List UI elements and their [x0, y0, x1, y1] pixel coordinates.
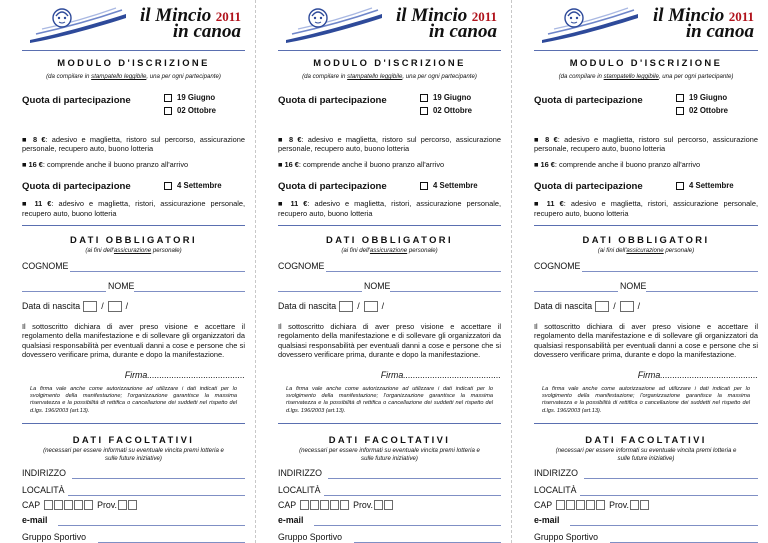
localita-label: LOCALITÀ	[278, 485, 321, 496]
cap-digit-box[interactable]	[310, 500, 319, 510]
checkbox[interactable]	[164, 107, 172, 115]
event-title-main: il Mincio	[652, 5, 725, 26]
indirizzo-field[interactable]	[22, 468, 245, 480]
localita-label: LOCALITÀ	[22, 485, 65, 496]
price-11: ■ 11 €: adesivo e maglietta, ristori, assicurazione personale, recupero auto, buono lotteria	[278, 199, 501, 218]
indirizzo-input[interactable]	[72, 478, 245, 479]
localita-label: LOCALITÀ	[534, 485, 577, 496]
date-separator: /	[357, 301, 360, 312]
indirizzo-label: INDIRIZZO	[278, 468, 322, 479]
divider	[278, 423, 501, 424]
price-16: ■ 16 €: comprende anche il buono pranzo all'arrivo	[278, 159, 445, 169]
gruppo-label: Gruppo Sportivo	[22, 532, 87, 543]
date-separator: /	[125, 301, 129, 312]
cap-digit-box[interactable]	[596, 500, 605, 510]
checkbox[interactable]	[676, 107, 684, 115]
divider	[22, 50, 245, 51]
date-separator: /	[101, 301, 104, 312]
localita-input[interactable]	[68, 495, 245, 496]
nome-input-left[interactable]	[534, 291, 618, 292]
email-label: e-mail	[534, 515, 560, 526]
cap-field[interactable]	[278, 499, 501, 511]
birthdate-day-box[interactable]	[83, 301, 97, 312]
birthdate-day-box[interactable]	[595, 301, 609, 312]
event-logo	[534, 0, 758, 46]
birthdate-month-box[interactable]	[108, 301, 122, 312]
nome-input[interactable]	[390, 291, 501, 292]
birthdate-label: Data di nascita	[534, 301, 593, 312]
checkbox[interactable]	[420, 182, 428, 190]
localita-input[interactable]	[580, 495, 758, 496]
facoltativi-title: DATI FACOLTATIVI	[328, 434, 451, 446]
price-11: ■ 11 €: adesivo e maglietta, ristori, assicurazione personale, recupero auto, buono lotteria	[534, 199, 758, 218]
declaration-text: Il sottoscritto dichiara di aver preso visione e accettare il regolamento della manifestazione e di sollevare gli organizzatori da qualsiasi responsabilità per eventuali danni a cose e persone che si dovessero verificare prima, durante e dopo la manifestazione.	[534, 322, 758, 360]
registration-form-card	[512, 0, 768, 543]
privacy-notice: La firma vale anche come autorizzazione ad utilizzare i dati indicati per lo svolgimento della manifestazione; l'organizzazione garantisce la massima riservatezza e la possibilità di rettifica o cancellazione dei suddetti nel rispetto del d.lgs. 196/2003 (art.13).	[286, 385, 493, 414]
email-input[interactable]	[58, 525, 245, 526]
registration-form-card	[256, 0, 512, 543]
event-title	[652, 5, 754, 42]
cap-label: CAP	[534, 500, 553, 511]
option-02-ottobre[interactable]: 02 Ottobre	[420, 106, 472, 115]
indirizzo-label: INDIRIZZO	[22, 468, 66, 479]
email-input[interactable]	[570, 525, 758, 526]
cap-digit-box[interactable]	[586, 500, 595, 510]
canoe-wave-logo-icon	[284, 4, 384, 44]
cap-digit-box[interactable]	[556, 500, 565, 510]
option-02-ottobre[interactable]: 02 Ottobre	[164, 106, 216, 115]
declaration-text: Il sottoscritto dichiara di aver preso visione e accettare il regolamento della manifestazione e di sollevare gli organizzatori da qualsiasi responsabilità per eventuali danni a cose e persone che si dovessero verificare prima, durante e dopo la manifestazione.	[278, 322, 501, 360]
cap-digit-box[interactable]	[576, 500, 585, 510]
gruppo-field[interactable]	[534, 532, 758, 543]
birthdate-field[interactable]	[534, 299, 758, 313]
divider	[22, 423, 245, 424]
quota-label: Quota di partecipazione	[534, 95, 643, 106]
divider	[278, 225, 501, 226]
form-subtitle: (da compilare in stampatello leggibile, una per ogni partecipante)	[46, 73, 221, 80]
quota-section-a	[22, 93, 245, 127]
signature-line[interactable]: Firma........................................	[380, 369, 501, 380]
quota-label: Quota di partecipazione	[278, 95, 387, 106]
divider	[534, 50, 758, 51]
birthdate-month-box[interactable]	[364, 301, 378, 312]
option-19-giugno[interactable]: 19 Giugno	[676, 93, 727, 102]
checkbox[interactable]	[420, 94, 428, 102]
price-8: ■ 8 €: adesivo e maglietta, ristoro sul percorso, assicurazione personale, recupero auto, buono lotteria	[534, 135, 758, 154]
price-8: ■ 8 €: adesivo e maglietta, ristoro sul percorso, assicurazione personale, recupero auto, buono lotteria	[22, 135, 245, 154]
cognome-input[interactable]	[70, 271, 245, 272]
option-19-giugno[interactable]: 19 Giugno	[420, 93, 471, 102]
date-separator: /	[381, 301, 385, 312]
checkbox[interactable]	[164, 182, 172, 190]
prov-box[interactable]	[118, 500, 127, 510]
signature-line[interactable]: Firma........................................	[124, 369, 245, 380]
quota-label: Quota di partecipazione	[278, 181, 387, 193]
obbligatori-title: DATI OBBLIGATORI	[326, 234, 453, 246]
divider	[278, 50, 501, 51]
price-16: ■ 16 €: comprende anche il buono pranzo all'arrivo	[534, 159, 701, 169]
cap-digit-box[interactable]	[44, 500, 53, 510]
nome-input-left[interactable]	[278, 291, 362, 292]
prov-label: Prov.	[609, 500, 629, 511]
email-input[interactable]	[314, 525, 501, 526]
indirizzo-label: INDIRIZZO	[534, 468, 578, 479]
nome-label: NOME	[364, 281, 391, 292]
nome-field[interactable]	[534, 281, 758, 293]
cap-digit-box[interactable]	[300, 500, 309, 510]
date-separator: /	[613, 301, 616, 312]
event-title-sub: in canoa	[685, 21, 754, 42]
option-4-settembre[interactable]: 4 Settembre	[420, 181, 478, 190]
nome-label: NOME	[108, 281, 135, 292]
prov-label: Prov.	[353, 500, 373, 511]
event-title-main: il Mincio	[139, 5, 212, 26]
cap-digit-box[interactable]	[566, 500, 575, 510]
quota-section-a	[534, 93, 758, 127]
nome-field[interactable]	[278, 281, 501, 293]
nome-label: NOME	[620, 281, 647, 292]
gruppo-label: Gruppo Sportivo	[278, 532, 343, 543]
nome-input[interactable]	[134, 291, 245, 292]
divider	[534, 423, 758, 424]
facoltativi-subtitle: (necessari per essere informati su eventuale vincita premi lotteria e sulle future iniziative)	[299, 447, 480, 463]
cognome-input[interactable]	[326, 271, 501, 272]
gruppo-field[interactable]	[278, 532, 501, 543]
cap-field[interactable]	[22, 499, 245, 511]
event-year: 2011	[471, 9, 497, 24]
indirizzo-input[interactable]	[328, 478, 501, 479]
cap-digit-box[interactable]	[340, 500, 349, 510]
form-subtitle: (da compilare in stampatello leggibile, una per ogni partecipante)	[302, 73, 477, 80]
obbligatori-subtitle: (ai fini dell'assicurazione personale)	[597, 247, 695, 255]
option-4-settembre[interactable]: 4 Settembre	[676, 181, 734, 190]
canoe-wave-logo-icon	[28, 4, 128, 44]
quota-label: Quota di partecipazione	[534, 181, 643, 193]
indirizzo-input[interactable]	[584, 478, 758, 479]
nome-field[interactable]	[22, 281, 245, 293]
birthdate-label: Data di nascita	[22, 301, 81, 312]
cap-digit-box[interactable]	[320, 500, 329, 510]
option-4-settembre[interactable]: 4 Settembre	[164, 181, 222, 190]
event-title-main: il Mincio	[395, 5, 468, 26]
form-title: MODULO D'ISCRIZIONE	[569, 57, 723, 68]
indirizzo-field[interactable]	[534, 468, 758, 480]
cognome-field[interactable]	[534, 261, 758, 273]
form-title: MODULO D'ISCRIZIONE	[313, 57, 466, 68]
quota-section-b	[22, 179, 245, 195]
email-field[interactable]	[278, 515, 501, 527]
quota-label: Quota di partecipazione	[22, 95, 131, 106]
facoltativi-subtitle: (necessari per essere informati su eventuale vincita premi lotteria e sulle future iniziative)	[43, 447, 224, 463]
cap-digit-box[interactable]	[330, 500, 339, 510]
event-logo	[278, 0, 501, 46]
form-title: MODULO D'ISCRIZIONE	[57, 57, 210, 68]
birthdate-field[interactable]	[22, 299, 245, 313]
facoltativi-subtitle: (necessari per essere informati su eventuale vincita premi lotteria e sulle future iniziative)	[555, 447, 737, 463]
birthdate-field[interactable]	[278, 299, 501, 313]
prov-box[interactable]	[128, 500, 137, 510]
option-02-ottobre[interactable]: 02 Ottobre	[676, 106, 728, 115]
obbligatori-subtitle: (ai fini dell'assicurazione personale)	[85, 247, 182, 255]
privacy-notice: La firma vale anche come autorizzazione ad utilizzare i dati indicati per lo svolgimento della manifestazione; l'organizzazione garantisce la massima riservatezza e la possibilità di rettifica o cancellazione dei suddetti nel rispetto del d.lgs. 196/2003 (art.13).	[30, 385, 237, 414]
price-16: ■ 16 €: comprende anche il buono pranzo all'arrivo	[22, 159, 189, 169]
cap-digit-box[interactable]	[84, 500, 93, 510]
privacy-notice: La firma vale anche come autorizzazione ad utilizzare i dati indicati per lo svolgimento della manifestazione; l'organizzazione garantisce la massima riservatezza e la possibilità di rettifica o cancellazione dei suddetti nel rispetto del d.lgs. 196/2003 (art.13).	[542, 385, 750, 414]
prov-box[interactable]	[374, 500, 383, 510]
email-field[interactable]	[534, 515, 758, 527]
birthdate-label: Data di nascita	[278, 301, 337, 312]
cognome-label: COGNOME	[278, 261, 325, 272]
cognome-label: COGNOME	[534, 261, 581, 272]
nome-input[interactable]	[646, 291, 758, 292]
cap-field[interactable]	[534, 499, 758, 511]
email-label: e-mail	[278, 515, 304, 526]
price-8: ■ 8 €: adesivo e maglietta, ristoro sul percorso, assicurazione personale, recupero auto, buono lotteria	[278, 135, 501, 154]
price-11: ■ 11 €: adesivo e maglietta, ristori, assicurazione personale, recupero auto, buono lotteria	[22, 199, 245, 218]
quota-label: Quota di partecipazione	[22, 181, 131, 193]
gruppo-label: Gruppo Sportivo	[534, 532, 599, 543]
localita-field[interactable]	[22, 485, 245, 497]
cognome-label: COGNOME	[22, 261, 69, 272]
registration-form-card	[0, 0, 256, 543]
cap-digit-box[interactable]	[54, 500, 63, 510]
cap-digit-box[interactable]	[74, 500, 83, 510]
cognome-field[interactable]	[22, 261, 245, 273]
prov-box[interactable]	[640, 500, 649, 510]
checkbox[interactable]	[676, 182, 684, 190]
event-title-sub: in canoa	[172, 21, 241, 42]
event-year: 2011	[728, 9, 754, 24]
nome-input-left[interactable]	[22, 291, 106, 292]
canoe-wave-logo-icon	[540, 4, 640, 44]
event-year: 2011	[215, 9, 241, 24]
cognome-field[interactable]	[278, 261, 501, 273]
checkbox[interactable]	[164, 94, 172, 102]
localita-field[interactable]	[278, 485, 501, 497]
option-19-giugno[interactable]: 19 Giugno	[164, 93, 215, 102]
checkbox[interactable]	[676, 94, 684, 102]
prov-box[interactable]	[384, 500, 393, 510]
date-separator: /	[637, 301, 641, 312]
divider	[22, 225, 245, 226]
obbligatori-title: DATI OBBLIGATORI	[70, 234, 197, 246]
localita-field[interactable]	[534, 485, 758, 497]
birthdate-month-box[interactable]	[620, 301, 634, 312]
prov-box[interactable]	[630, 500, 639, 510]
gruppo-field[interactable]	[22, 532, 245, 543]
email-label: e-mail	[22, 515, 48, 526]
quota-section-b	[278, 179, 501, 195]
obbligatori-subtitle: (ai fini dell'assicurazione personale)	[341, 247, 438, 255]
cap-label: CAP	[22, 500, 41, 511]
cap-label: CAP	[278, 500, 297, 511]
event-title-sub: in canoa	[428, 21, 497, 42]
quota-section-a	[278, 93, 501, 127]
event-title	[139, 5, 241, 42]
event-logo	[22, 0, 245, 46]
divider	[534, 225, 758, 226]
birthdate-day-box[interactable]	[339, 301, 353, 312]
email-field[interactable]	[22, 515, 245, 527]
prov-label: Prov.	[97, 500, 117, 511]
cap-digit-box[interactable]	[64, 500, 73, 510]
facoltativi-title: DATI FACOLTATIVI	[585, 434, 707, 446]
localita-input[interactable]	[324, 495, 501, 496]
signature-line[interactable]: Firma........................................	[637, 369, 758, 380]
obbligatori-title: DATI OBBLIGATORI	[582, 234, 710, 246]
event-title	[395, 5, 497, 42]
checkbox[interactable]	[420, 107, 428, 115]
indirizzo-field[interactable]	[278, 468, 501, 480]
facoltativi-title: DATI FACOLTATIVI	[72, 434, 195, 446]
form-subtitle: (da compilare in stampatello leggibile, una per ogni partecipante)	[558, 73, 734, 80]
cognome-input[interactable]	[582, 271, 758, 272]
declaration-text: Il sottoscritto dichiara di aver preso visione e accettare il regolamento della manifestazione e di sollevare gli organizzatori da qualsiasi responsabilità per eventuali danni a cose e persone che si dovessero verificare prima, durante e dopo la manifestazione.	[22, 322, 245, 360]
quota-section-b	[534, 179, 758, 195]
